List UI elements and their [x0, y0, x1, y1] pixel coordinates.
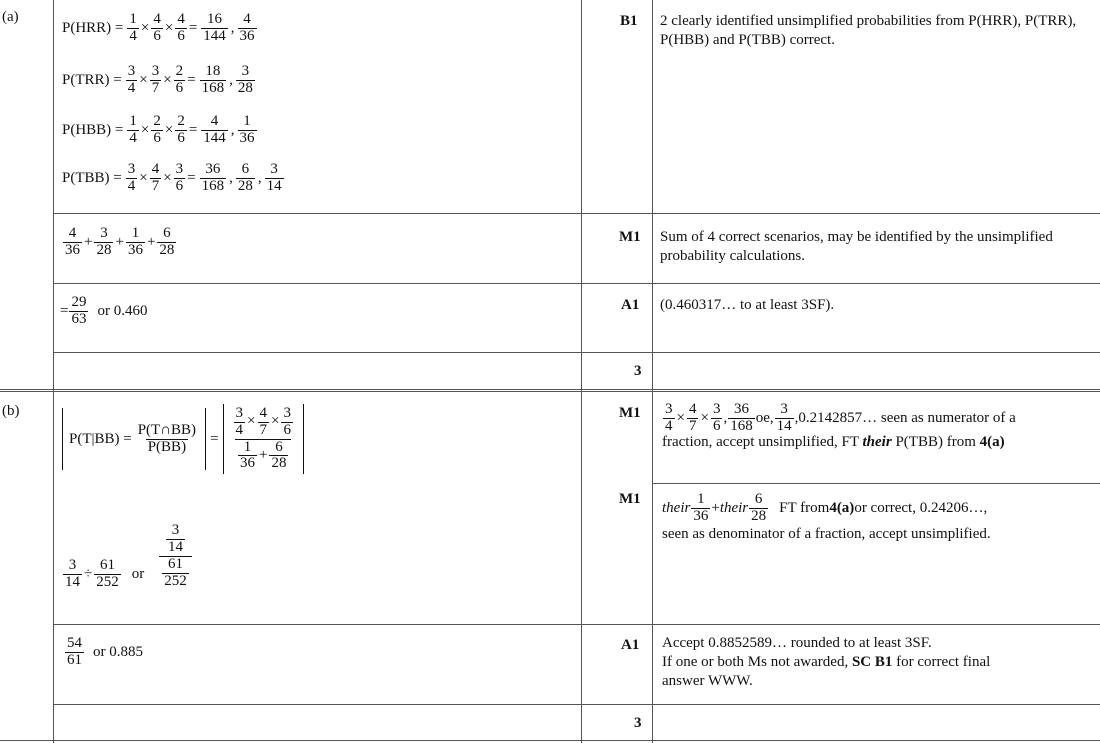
or-text: or: [131, 565, 145, 582]
row-divider: [53, 213, 1100, 214]
denominator: 144: [203, 129, 226, 146]
numerator: 1: [131, 225, 140, 241]
fraction: [63, 226, 82, 259]
denominator: 28: [237, 177, 253, 194]
note3-text: If one or both Ms not awarded,: [662, 653, 852, 670]
numerator: 18: [205, 63, 221, 79]
denominator: 4: [665, 417, 673, 434]
denominator: 36: [65, 241, 80, 258]
row-divider: [53, 283, 1100, 284]
numerator: 3: [270, 161, 278, 177]
comma: ,: [229, 169, 233, 186]
numerator: 3: [100, 225, 108, 241]
denominator: 14: [266, 177, 282, 194]
equals-sign: =: [210, 430, 219, 447]
numerator: 4: [259, 405, 267, 421]
note-b-m1-second: [662, 492, 1094, 543]
fraction: [94, 226, 113, 259]
numerator: P(T∩BB): [137, 421, 197, 438]
denominator: 28: [271, 455, 287, 472]
denominator: 6: [153, 27, 161, 44]
denominator: 14: [776, 417, 792, 434]
times-sign: ×: [247, 413, 256, 430]
note2-line2: seen as denominator of a fraction, accept unsimplified.: [662, 525, 991, 542]
part-a-sum: [62, 226, 177, 259]
fraction: [265, 162, 284, 195]
denominator: 252: [96, 573, 119, 590]
note2-line1: [662, 492, 1094, 525]
big-fraction-bracket: [223, 404, 304, 474]
denominator: 36: [239, 27, 255, 44]
div-fraction-a: [63, 558, 82, 591]
equals-sign: =: [187, 71, 196, 88]
numerator: 2: [177, 113, 185, 129]
answer-decimal: or 0.885: [93, 643, 143, 660]
note-b1: 2 clearly identified unsimplified probabilities from P(HRR), P(TRR), P(HBB) and P(TBB) correct.: [660, 13, 1077, 48]
denominator: 6: [175, 79, 184, 96]
fraction: [174, 64, 186, 97]
note-b-m1-first: [662, 402, 1094, 451]
numerator: 2: [175, 63, 184, 79]
fraction: [151, 114, 163, 147]
fraction: [258, 406, 270, 439]
numerator: 1: [243, 113, 251, 129]
denominator: 36: [693, 507, 709, 524]
part-b-label: (b): [2, 403, 20, 419]
note3-line3: answer WWW.: [662, 672, 753, 689]
times-sign: ×: [164, 19, 174, 36]
fraction: [200, 64, 227, 97]
fraction: [127, 12, 139, 45]
comma: ,: [230, 121, 235, 138]
row-divider: [652, 483, 1100, 484]
col-divider: [581, 0, 582, 743]
plus-sign: +: [84, 233, 93, 250]
numerator: 3: [665, 401, 673, 417]
answer-fraction: [65, 636, 84, 669]
probability-label: P(HRR) =: [62, 19, 124, 36]
numerator: 6: [163, 225, 171, 241]
times-sign: ×: [676, 409, 685, 426]
row-divider: [0, 389, 1100, 390]
fraction: [238, 440, 257, 473]
fraction: [151, 12, 163, 45]
stacked-denominator: [159, 556, 192, 590]
row-divider: [0, 740, 1100, 741]
fraction: [150, 64, 162, 97]
conditional-fraction: [136, 423, 198, 456]
comma: ,: [230, 19, 235, 36]
conditional-lhs: P(T|BB) =: [69, 430, 132, 447]
denominator: 28: [159, 241, 175, 258]
note-m1: Sum of 4 correct scenarios, may be identified by the unsimplified probability calculations.: [660, 229, 1053, 264]
times-sign: ×: [163, 71, 172, 88]
answer-fraction: [69, 295, 88, 328]
comma: ,: [257, 169, 262, 186]
denominator: 6: [177, 129, 185, 146]
note1-text: P(TBB) from: [891, 433, 980, 450]
fraction: [126, 226, 145, 259]
mark-a1: A1: [621, 297, 640, 313]
numerator-fraction: [166, 523, 185, 556]
probability-row: [62, 114, 260, 147]
fraction: [200, 162, 227, 195]
note2-text: or correct, 0.24206…,: [854, 499, 988, 516]
numerator: 6: [241, 161, 250, 177]
times-sign: ×: [140, 121, 150, 138]
fraction: [238, 114, 257, 147]
denominator: 4: [127, 79, 136, 96]
denominator: 6: [175, 177, 184, 194]
numerator: 29: [71, 294, 87, 310]
comma: ,: [723, 409, 728, 426]
plus-sign: +: [259, 446, 268, 463]
numerator: 1: [243, 438, 252, 455]
numerator: 1: [129, 11, 137, 27]
mark-m1: M1: [619, 491, 641, 507]
fraction: [269, 440, 288, 473]
numerator: 3: [241, 63, 250, 79]
question-ref: 4(a): [829, 499, 855, 516]
numerator: 4: [68, 225, 77, 241]
denominator-fraction: [162, 557, 189, 590]
part-a-label: (a): [2, 9, 19, 25]
fraction: [126, 64, 138, 97]
denominator: 28: [751, 507, 767, 524]
stacked-numerator: [163, 523, 188, 556]
fraction: [236, 64, 255, 97]
fraction: [150, 162, 162, 195]
denominator: 28: [237, 79, 253, 96]
denominator: 28: [96, 241, 112, 258]
denominator: 6: [153, 129, 161, 146]
probability-row: [62, 64, 258, 97]
divide-sign: ÷: [84, 565, 93, 582]
note-a1: (0.460317… to at least 3SF).: [660, 297, 835, 313]
denominator: 168: [201, 79, 225, 96]
denominator: 4: [129, 129, 137, 146]
numerator: 3: [712, 401, 721, 417]
numerator: 4: [243, 11, 251, 27]
denominator: 61: [67, 651, 82, 668]
numerator: 2: [153, 113, 161, 129]
numerator: 4: [177, 11, 185, 27]
probability-label: P(TRR) =: [62, 71, 122, 88]
equals-sign: =: [188, 121, 198, 138]
denominator: 6: [177, 27, 185, 44]
big-numerator: [231, 406, 296, 439]
numerator: 4: [210, 113, 219, 129]
numerator: 36: [733, 401, 749, 417]
special-case: SC B1: [851, 653, 893, 670]
their-text: their: [862, 433, 892, 450]
fraction: [175, 114, 187, 147]
part-b-division: [62, 522, 193, 591]
question-ref: 4(a): [979, 433, 1005, 450]
note-b-a1: [662, 634, 1094, 690]
mark-m1: M1: [619, 405, 641, 421]
conditional-bracket: [62, 408, 206, 470]
probability-label: P(TBB) =: [62, 169, 122, 186]
fraction: [238, 12, 257, 45]
times-sign: ×: [700, 409, 709, 426]
note2-text: FT from: [779, 499, 830, 516]
stacked-fraction: [159, 523, 192, 589]
fraction: [236, 162, 255, 195]
numerator: 61: [99, 557, 115, 573]
note1-tail: ,0.2142857… seen as numerator of a: [794, 409, 1016, 426]
numerator: 3: [175, 161, 184, 177]
times-sign: ×: [163, 169, 172, 186]
fraction: [201, 12, 228, 45]
equals-sign: =: [188, 19, 198, 36]
times-sign: ×: [139, 71, 148, 88]
denominator: 63: [71, 310, 87, 327]
numerator: 61: [167, 555, 183, 572]
big-denominator: [235, 439, 291, 473]
numerator: 3: [171, 522, 180, 539]
denominator: 36: [240, 455, 256, 472]
fraction: [234, 406, 246, 439]
plus-sign: +: [115, 233, 124, 250]
comma: ,: [229, 71, 233, 88]
numerator: 6: [754, 491, 763, 507]
note3-text: for correct final: [892, 653, 991, 670]
denominator: 7: [259, 421, 267, 438]
denominator: 4: [127, 177, 136, 194]
note2-fraction: [691, 492, 710, 525]
probability-row: [62, 162, 287, 195]
note1-line2: [662, 433, 1094, 452]
fraction: [711, 402, 723, 435]
numerator: 4: [153, 11, 161, 27]
numerator: 3: [151, 63, 160, 79]
denominator: 7: [151, 79, 160, 96]
mark-m1: M1: [619, 229, 641, 245]
fraction: [201, 114, 228, 147]
denominator: 36: [127, 241, 143, 258]
equals-sign: =: [187, 169, 196, 186]
fraction: [663, 402, 675, 435]
times-sign: ×: [140, 19, 150, 36]
mark-b1: B1: [620, 13, 638, 29]
numerator: 6: [275, 438, 283, 455]
their-text: their: [662, 499, 691, 516]
probability-row: [62, 12, 260, 45]
probability-label: P(HBB) =: [62, 121, 124, 138]
part-a-answer: [60, 295, 147, 328]
denominator: 7: [151, 177, 160, 194]
mark-total-a: 3: [634, 363, 642, 379]
numerator: 1: [129, 113, 137, 129]
fraction: [174, 162, 186, 195]
denominator: 4: [129, 27, 137, 44]
row-divider: [53, 704, 1100, 705]
note3-line1: Accept 0.8852589… rounded to at least 3SF.: [662, 635, 932, 651]
fraction: [687, 402, 699, 435]
numerator: 3: [127, 161, 136, 177]
note1-line1: [662, 402, 1094, 435]
numerator: 3: [283, 405, 291, 421]
fraction: [175, 12, 187, 45]
mark-total-b: 3: [634, 715, 642, 731]
note3-line2: [662, 653, 1094, 672]
numerator: 3: [68, 557, 77, 573]
fraction: [775, 402, 794, 435]
numerator: 3: [235, 405, 244, 421]
fraction: [728, 402, 755, 435]
times-sign: ×: [139, 169, 148, 186]
big-fraction: [231, 406, 296, 472]
col-divider: [53, 0, 54, 743]
numerator: 1: [697, 491, 705, 507]
denominator: P(BB): [147, 438, 187, 455]
denominator: 144: [203, 27, 226, 44]
denominator: 168: [201, 177, 225, 194]
numerator: 4: [151, 161, 160, 177]
denominator: 4: [235, 421, 244, 438]
denominator: 168: [730, 417, 753, 434]
answer-decimal: or 0.460: [97, 302, 148, 319]
part-b-conditional: [62, 404, 304, 474]
oe-text: oe,: [755, 409, 774, 426]
fraction: [157, 226, 176, 259]
equals-sign: =: [60, 302, 69, 319]
numerator: 16: [207, 11, 223, 27]
row-divider: [53, 352, 1100, 353]
their-text: their: [719, 499, 749, 516]
denominator: 6: [712, 417, 721, 434]
denominator: 14: [65, 573, 80, 590]
denominator: 7: [688, 417, 697, 434]
div-fraction-b: [94, 558, 121, 591]
plus-sign: +: [711, 499, 720, 516]
numerator: 3: [127, 63, 136, 79]
denominator: 6: [283, 421, 291, 438]
fraction: [281, 406, 293, 439]
row-divider: [0, 391, 1100, 392]
note2-fraction: [749, 492, 768, 525]
numerator: 36: [205, 161, 221, 177]
numerator: 3: [780, 401, 788, 417]
fraction: [127, 114, 139, 147]
plus-sign: +: [146, 233, 156, 250]
row-divider: [53, 624, 1100, 625]
numerator: 54: [67, 635, 82, 651]
denominator: 36: [239, 129, 255, 146]
col-divider: [652, 0, 653, 743]
denominator: 14: [167, 539, 183, 555]
mark-a1: A1: [621, 637, 640, 653]
note1-text: fraction, accept unsimplified, FT: [662, 433, 863, 450]
numerator: 4: [688, 401, 697, 417]
times-sign: ×: [164, 121, 174, 138]
fraction: [126, 162, 138, 195]
times-sign: ×: [271, 413, 280, 430]
denominator: 252: [164, 572, 187, 589]
part-b-answer: [64, 636, 143, 669]
